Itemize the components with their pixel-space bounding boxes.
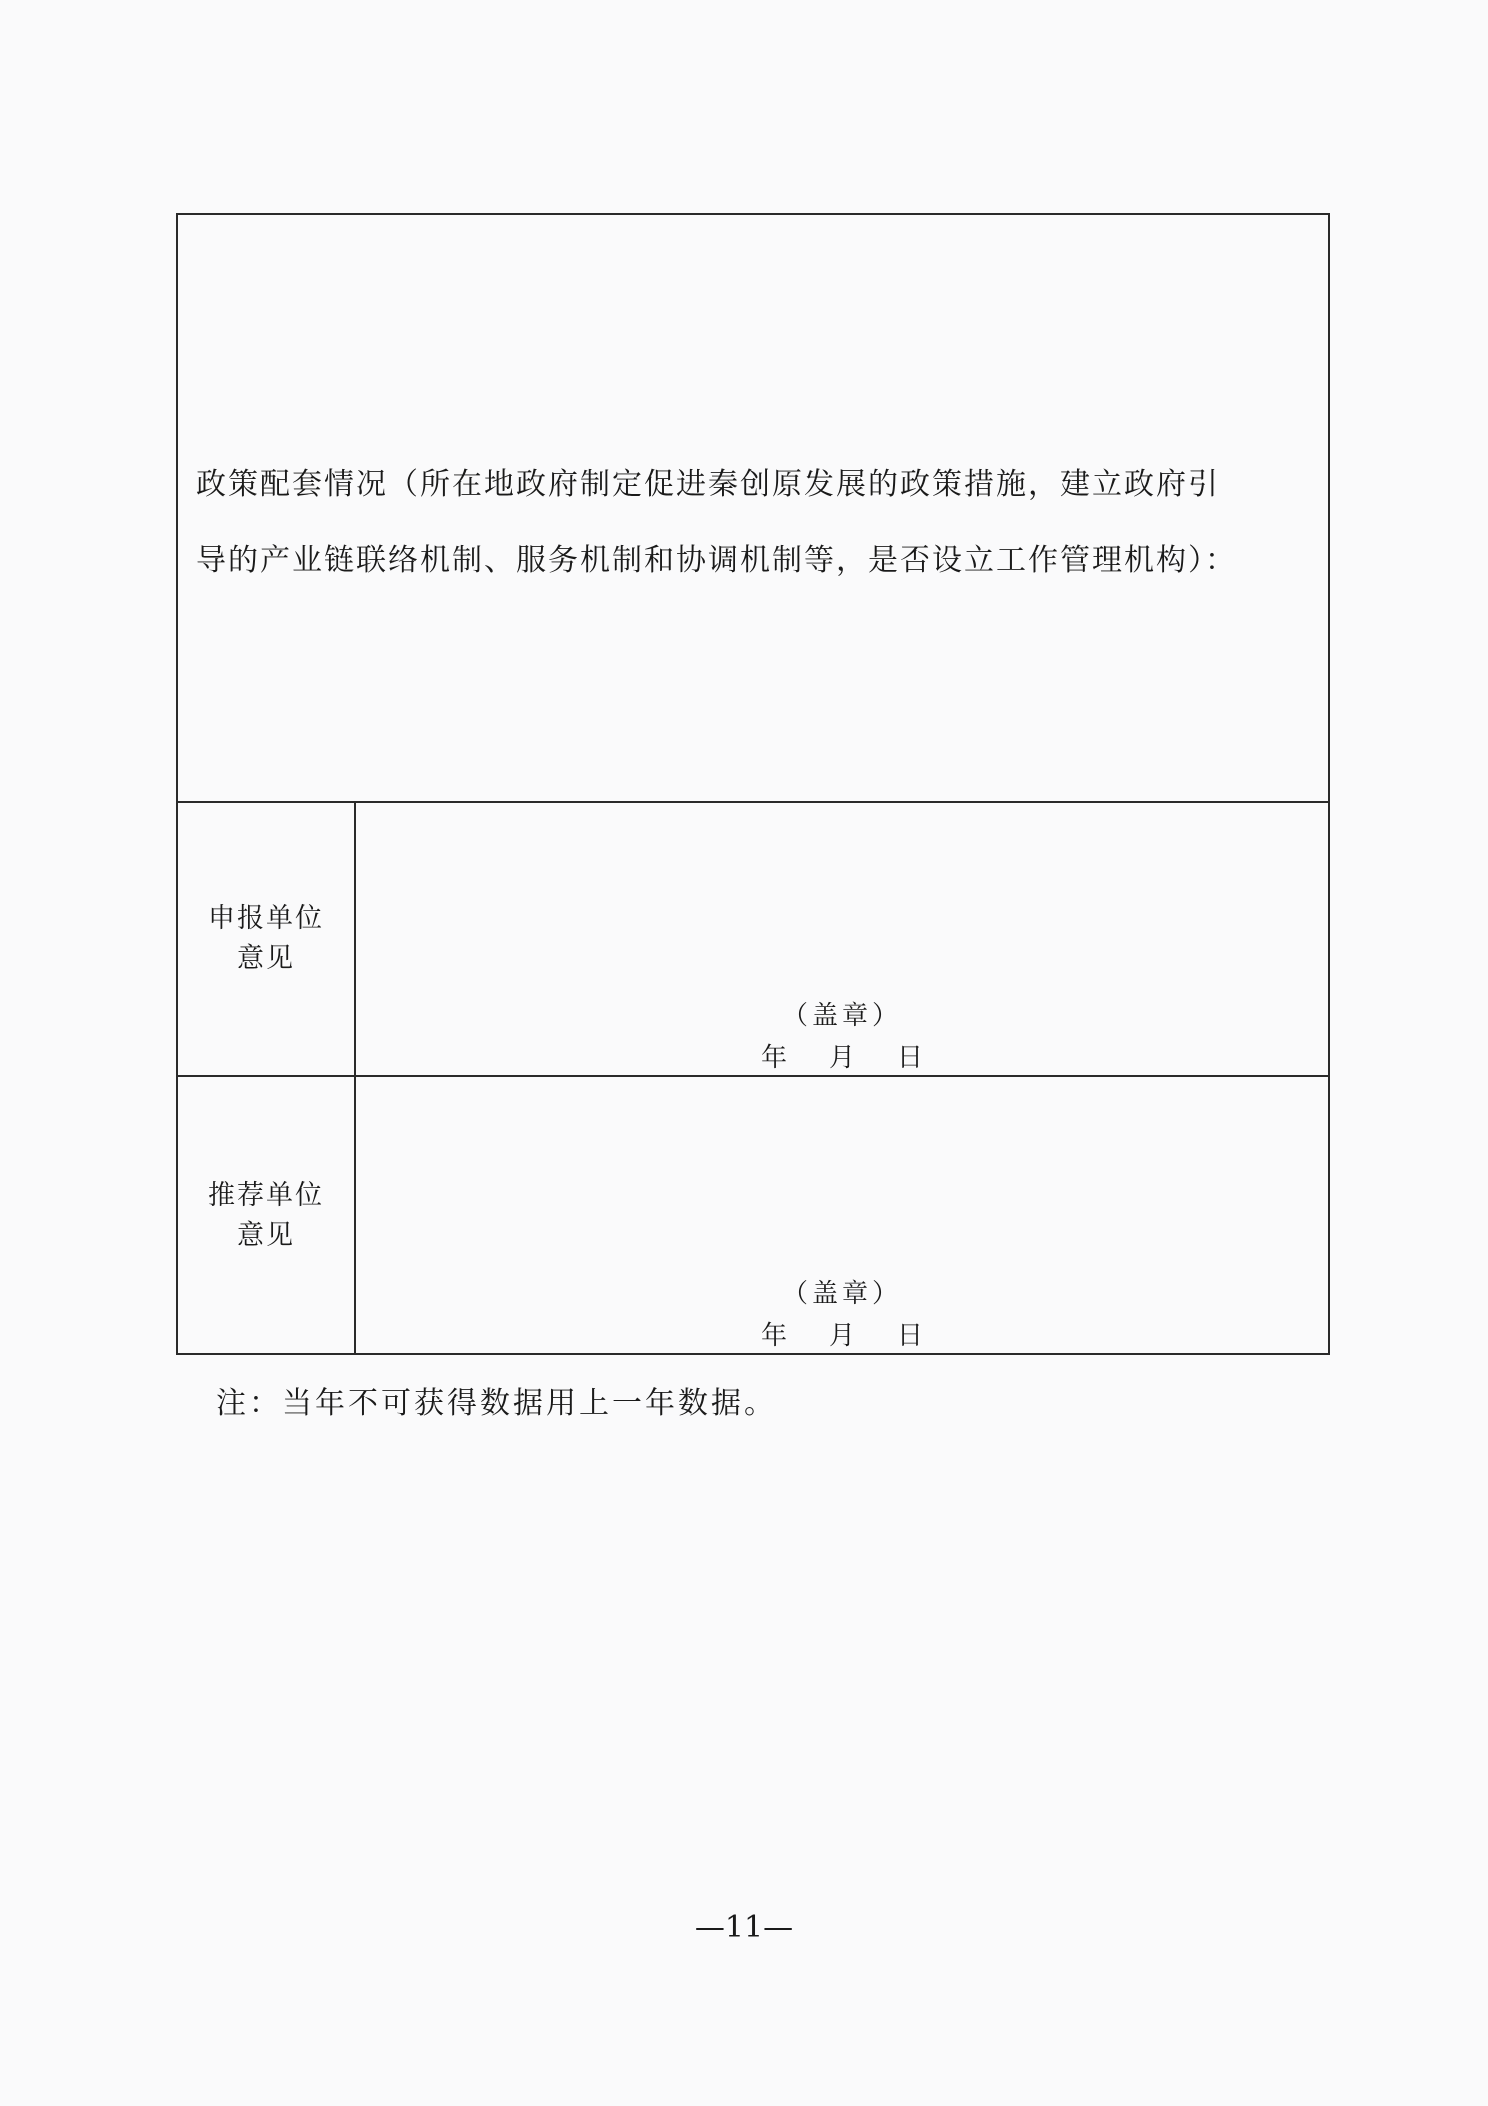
policy-section[interactable] bbox=[178, 215, 1328, 803]
apply-unit-label-line-1: 申报单位 bbox=[208, 903, 324, 934]
apply-unit-date bbox=[356, 1037, 1328, 1074]
apply-date-month: 月 bbox=[828, 1043, 855, 1073]
recommend-unit-label-cell bbox=[178, 1077, 356, 1355]
apply-unit-label-cell bbox=[178, 803, 356, 1075]
policy-prompt-line-2: 导的产业链联络机制、服务机制和协调机制等，是否设立工作管理机构）： bbox=[196, 543, 1237, 578]
recommend-unit-label bbox=[178, 1176, 354, 1256]
policy-prompt-line-1: 政策配套情况（所在地政府制定促进秦创原发展的政策措施，建立政府引 bbox=[196, 467, 1220, 502]
footnote: 注：当年不可获得数据用上一年数据。 bbox=[216, 1386, 777, 1421]
apply-unit-seal: （盖章） bbox=[781, 1001, 902, 1031]
recommend-unit-seal: （盖章） bbox=[781, 1279, 902, 1309]
page-number: —11— bbox=[694, 1910, 794, 1945]
apply-unit-label bbox=[178, 899, 354, 979]
form-table bbox=[176, 213, 1330, 1355]
apply-unit-opinion-field[interactable] bbox=[356, 803, 1328, 1075]
apply-date-year: 年 bbox=[760, 1043, 787, 1073]
policy-prompt bbox=[196, 447, 1316, 599]
recommend-date-day: 日 bbox=[897, 1321, 924, 1351]
apply-unit-row bbox=[178, 803, 1328, 1077]
recommend-unit-opinion-field[interactable] bbox=[356, 1077, 1328, 1355]
recommend-unit-row bbox=[178, 1077, 1328, 1355]
apply-unit-label-line-2: 意见 bbox=[237, 943, 295, 974]
recommend-date-month: 月 bbox=[828, 1321, 855, 1351]
recommend-unit-date bbox=[356, 1315, 1328, 1352]
recommend-unit-label-line-2: 意见 bbox=[237, 1220, 295, 1251]
apply-date-day: 日 bbox=[897, 1043, 924, 1073]
recommend-date-year: 年 bbox=[760, 1321, 787, 1351]
recommend-unit-label-line-1: 推荐单位 bbox=[208, 1180, 324, 1211]
